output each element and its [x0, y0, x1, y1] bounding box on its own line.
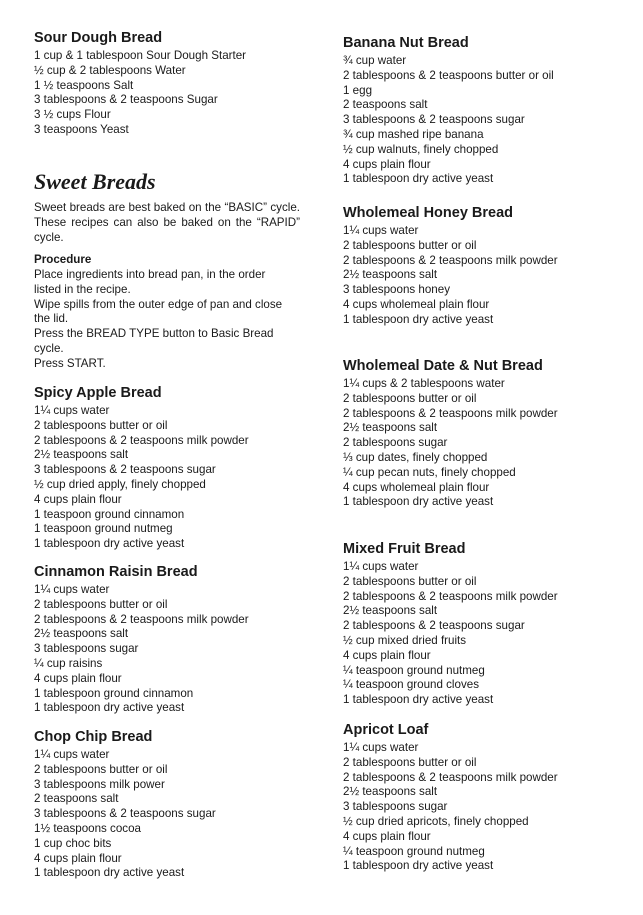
- ingredient-item: 1 tablespoon dry active yeast: [343, 312, 494, 326]
- ingredient-list: [343, 741, 558, 874]
- ingredient-item: ¼ teaspoon ground cloves: [343, 678, 480, 692]
- ingredient-list: [343, 560, 558, 708]
- ingredient-item: 1 tablespoon dry active yeast: [343, 495, 494, 509]
- procedure-heading: Procedure: [34, 253, 92, 266]
- ingredient-item: 4 cups plain flour: [34, 492, 122, 506]
- ingredient-item: 3 teaspoons Yeast: [34, 122, 129, 136]
- ingredient-item: 3 tablespoons & 2 teaspoons sugar: [34, 463, 216, 477]
- recipe-title: Wholemeal Honey Bread: [343, 205, 514, 221]
- ingredient-item: 1 cup choc bits: [34, 836, 112, 850]
- ingredient-list: [34, 583, 249, 716]
- procedure: [34, 253, 284, 372]
- ingredient-item: 1¼ cups water: [343, 560, 419, 573]
- ingredient-item: ¼ cup raisins: [34, 656, 103, 670]
- ingredient-item: 3 tablespoons honey: [343, 283, 451, 297]
- recipe-title: Apricot Loaf: [343, 722, 429, 738]
- ingredient-item: 3 tablespoons & 2 teaspoons sugar: [343, 113, 525, 127]
- ingredient-item: 1 cup & 1 tablespoon Sour Dough Starter: [34, 49, 247, 62]
- sweet-breads-section: [34, 170, 300, 245]
- ingredient-item: 1 tablespoon dry active yeast: [343, 859, 494, 873]
- recipe-title: Banana Nut Bread: [343, 35, 469, 51]
- ingredient-list: [34, 748, 216, 881]
- procedure-step: Wipe spills from the outer edge of pan and close the lid.: [34, 297, 283, 326]
- ingredient-item: 2 tablespoons & 2 teaspoons milk powder: [343, 406, 558, 420]
- ingredient-item: 1 tablespoon dry active yeast: [34, 866, 185, 880]
- recipe-sour-dough-bread: [34, 30, 246, 138]
- ingredient-item: ½ cup & 2 tablespoons Water: [34, 63, 186, 77]
- ingredient-item: 2½ teaspoons salt: [343, 604, 438, 618]
- ingredient-item: 2 tablespoons butter or oil: [34, 418, 168, 432]
- recipe-title: Mixed Fruit Bread: [343, 541, 466, 557]
- recipe-mixed-fruit-bread: [343, 541, 558, 708]
- ingredient-item: 2 tablespoons & 2 teaspoons milk powder: [34, 433, 249, 447]
- ingredient-item: 3 ½ cups Flour: [34, 108, 111, 122]
- ingredient-item: 1 tablespoon ground cinnamon: [34, 686, 194, 700]
- section-intro: Sweet breads are best baked on the “BASIC” cycle. These recipes can also be baked on the “RAPID” cycle.: [34, 201, 300, 244]
- ingredient-item: ½ cup walnuts, finely chopped: [343, 142, 499, 156]
- ingredient-item: 1 tablespoon dry active yeast: [34, 701, 185, 715]
- ingredient-item: 2½ teaspoons salt: [343, 268, 438, 282]
- ingredient-list: [343, 224, 558, 328]
- recipe-spicy-apple-bread: [34, 385, 249, 552]
- ingredient-item: 1 teaspoon ground nutmeg: [34, 522, 173, 536]
- ingredient-item: 2½ teaspoons salt: [343, 785, 438, 799]
- procedure-step: Press START.: [34, 356, 106, 370]
- ingredient-item: 1¼ cups water: [343, 741, 419, 754]
- ingredient-item: 2 tablespoons & 2 teaspoons sugar: [343, 619, 525, 633]
- ingredient-item: 2 tablespoons & 2 teaspoons milk powder: [343, 770, 558, 784]
- ingredient-item: ¼ teaspoon ground nutmeg: [343, 663, 485, 677]
- recipe-cinnamon-raisin-bread: [34, 564, 249, 716]
- ingredient-item: 2 teaspoons salt: [34, 792, 119, 806]
- ingredient-item: 1¼ cups water: [34, 748, 110, 761]
- ingredient-item: 1 ½ teaspoons Salt: [34, 78, 134, 92]
- ingredient-item: 1 tablespoon dry active yeast: [34, 537, 185, 551]
- recipe-apricot-loaf: [343, 722, 558, 874]
- ingredient-item: 2 tablespoons butter or oil: [343, 755, 477, 769]
- ingredient-item: 3 tablespoons sugar: [343, 800, 448, 814]
- ingredient-item: 1¼ cups & 2 tablespoons water: [343, 377, 505, 390]
- recipe-wholemeal-honey-bread: [343, 205, 558, 328]
- procedure-step: Place ingredients into bread pan, in the order listed in the recipe.: [34, 268, 266, 296]
- ingredient-item: ¼ teaspoon ground nutmeg: [343, 844, 485, 858]
- ingredient-item: 2½ teaspoons salt: [34, 627, 129, 641]
- ingredient-item: ¾ cup water: [343, 54, 407, 67]
- ingredient-list: [34, 404, 249, 552]
- ingredient-item: 1 tablespoon dry active yeast: [343, 693, 494, 707]
- recipe-title: Spicy Apple Bread: [34, 385, 162, 401]
- ingredient-item: 4 cups plain flour: [343, 829, 431, 843]
- ingredient-item: 1 egg: [343, 83, 373, 97]
- ingredient-item: 2 tablespoons & 2 teaspoons butter or oil: [343, 68, 554, 82]
- ingredient-item: 4 cups plain flour: [343, 648, 431, 662]
- recipe-chop-chip-bread: [34, 729, 216, 881]
- ingredient-item: 2 tablespoons sugar: [343, 436, 448, 450]
- ingredient-item: 3 tablespoons milk power: [34, 777, 165, 791]
- ingredient-item: 1 teaspoon ground cinnamon: [34, 507, 185, 521]
- ingredient-item: 2 tablespoons butter or oil: [343, 391, 477, 405]
- procedure-step: Press the BREAD TYPE button to Basic Bread cycle.: [34, 327, 274, 355]
- recipe-wholemeal-date-nut-bread: [343, 358, 558, 510]
- ingredient-item: 3 tablespoons & 2 teaspoons sugar: [34, 807, 216, 821]
- recipe-banana-nut-bread: [343, 35, 554, 187]
- ingredient-item: 1¼ cups water: [34, 583, 110, 596]
- ingredient-item: 2 tablespoons butter or oil: [343, 574, 477, 588]
- recipe-title: Cinnamon Raisin Bread: [34, 564, 198, 580]
- ingredient-item: 1½ teaspoons cocoa: [34, 821, 141, 835]
- ingredient-item: 2 tablespoons butter or oil: [343, 238, 477, 252]
- ingredient-item: 2 tablespoons & 2 teaspoons milk powder: [343, 253, 558, 267]
- ingredient-item: ¾ cup mashed ripe banana: [343, 127, 484, 141]
- ingredient-item: ½ cup dried apply, finely chopped: [34, 477, 206, 491]
- ingredient-item: 1¼ cups water: [343, 224, 419, 237]
- ingredient-item: 2 tablespoons butter or oil: [34, 597, 168, 611]
- ingredient-item: 2 tablespoons butter or oil: [34, 762, 168, 776]
- ingredient-list: [343, 54, 554, 187]
- ingredient-item: 3 tablespoons sugar: [34, 642, 139, 656]
- ingredient-item: 4 cups plain flour: [34, 671, 122, 685]
- ingredient-item: 1¼ cups water: [34, 404, 110, 417]
- ingredient-item: 2½ teaspoons salt: [343, 421, 438, 435]
- recipe-title: Wholemeal Date & Nut Bread: [343, 358, 543, 374]
- recipe-title: Chop Chip Bread: [34, 729, 153, 745]
- ingredient-item: 4 cups plain flour: [34, 851, 122, 865]
- ingredient-item: ½ cup dried apricots, finely chopped: [343, 814, 529, 828]
- ingredient-item: 2 tablespoons & 2 teaspoons milk powder: [343, 589, 558, 603]
- ingredient-item: 3 tablespoons & 2 teaspoons Sugar: [34, 93, 218, 107]
- ingredient-item: ⅓ cup dates, finely chopped: [343, 450, 488, 464]
- ingredient-item: 2½ teaspoons salt: [34, 448, 129, 462]
- ingredient-item: 1 tablespoon dry active yeast: [343, 172, 494, 186]
- ingredient-list: [343, 377, 558, 510]
- ingredient-item: ½ cup mixed dried fruits: [343, 633, 467, 647]
- recipe-title: Sour Dough Bread: [34, 30, 163, 46]
- ingredient-item: 4 cups plain flour: [343, 157, 431, 171]
- section-heading: Sweet Breads: [34, 169, 156, 194]
- ingredient-item: 2 tablespoons & 2 teaspoons milk powder: [34, 612, 249, 626]
- ingredient-item: 4 cups wholemeal plain flour: [343, 297, 490, 311]
- ingredient-item: 4 cups wholemeal plain flour: [343, 480, 490, 494]
- ingredient-item: ¼ cup pecan nuts, finely chopped: [343, 465, 516, 479]
- ingredient-list: [34, 49, 246, 138]
- ingredient-item: 2 teaspoons salt: [343, 98, 428, 112]
